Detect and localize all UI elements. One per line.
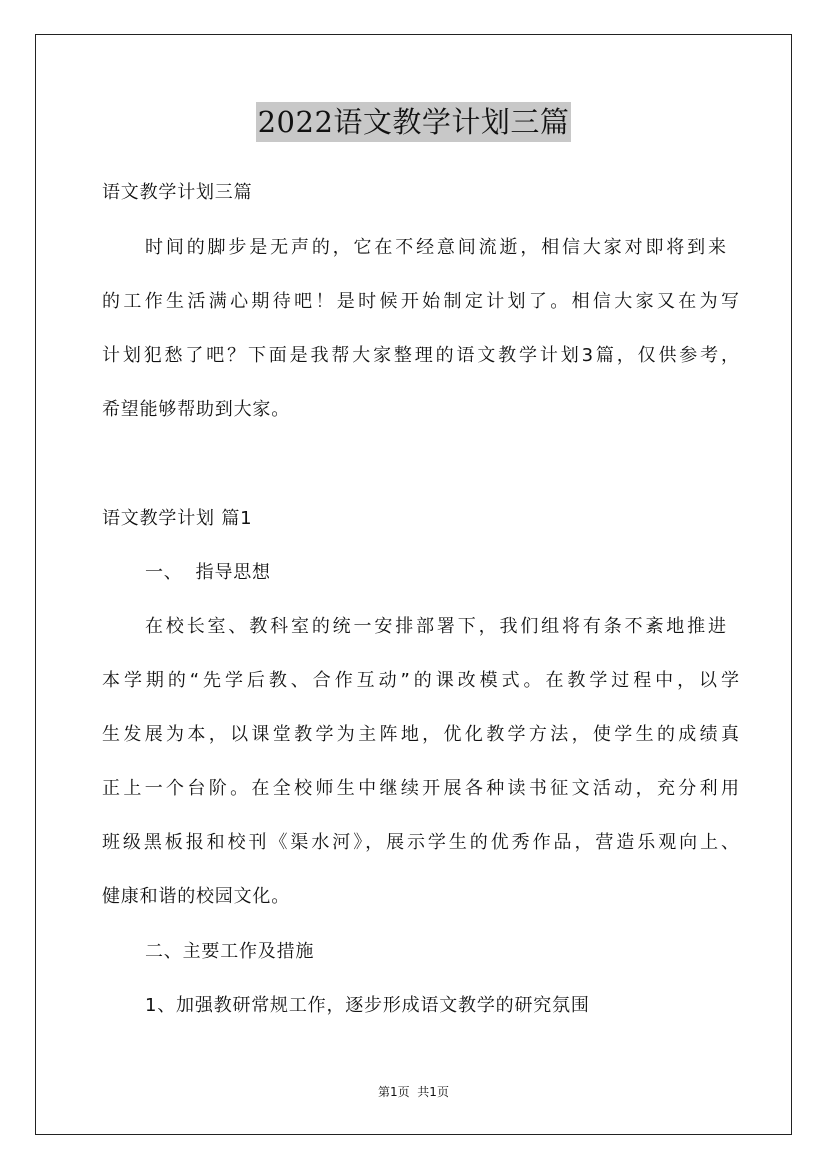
page-number: 第1页 共1页 <box>378 1085 449 1099</box>
page-footer <box>0 1084 827 1100</box>
point-1-line-5: 班级黑板报和校刊《渠水河》，展示学生的优秀作品，营造乐观向上、 <box>102 832 739 853</box>
point-2-subitem-1: 1、加强教研常规工作，逐步形成语文教学的研究氛围 <box>145 995 590 1016</box>
document-title-block <box>0 102 827 142</box>
intro-line-4: 希望能够帮助到大家。 <box>102 399 290 420</box>
point-1-line-2: 本学期的“先学后教、合作互动”的课改模式。在教学过程中，以学 <box>102 670 739 691</box>
point-1-line-6: 健康和谐的校园文化。 <box>102 886 290 907</box>
intro-line-2: 的工作生活满心期待吧！是时候开始制定计划了。相信大家又在为写 <box>102 291 739 312</box>
point-1-line-4: 正上一个台阶。在全校师生中继续开展各种读书征文活动，充分利用 <box>102 778 739 799</box>
section-heading: 语文教学计划 篇1 <box>102 508 253 529</box>
point-2-heading: 二、主要工作及措施 <box>145 941 315 962</box>
document-subtitle: 语文教学计划三篇 <box>102 182 253 203</box>
intro-line-1: 时间的脚步是无声的，它在不经意间流逝，相信大家对即将到来 <box>145 237 726 258</box>
point-1-line-1: 在校长室、教科室的统一安排部署下，我们组将有条不紊地推进 <box>145 616 726 637</box>
point-1-heading: 一、 指导思想 <box>145 562 271 583</box>
document-title: 2022语文教学计划三篇 <box>256 102 572 142</box>
intro-line-3: 计划犯愁了吧？下面是我帮大家整理的语文教学计划3篇，仅供参考， <box>102 345 739 366</box>
point-1-line-3: 生发展为本，以课堂教学为主阵地，优化教学方法，使学生的成绩真 <box>102 724 739 745</box>
